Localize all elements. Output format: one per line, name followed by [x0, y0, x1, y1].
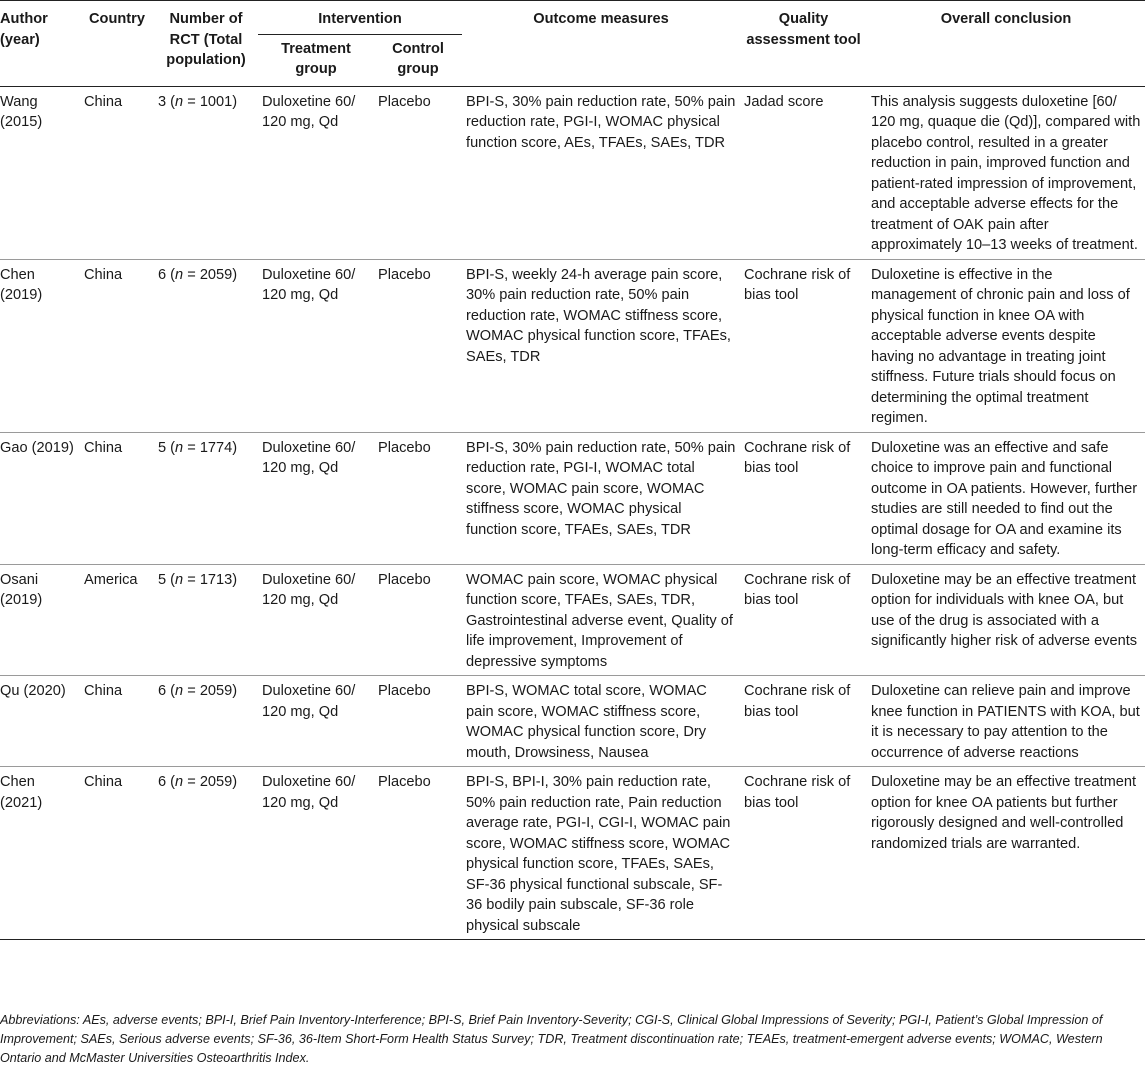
rct-n-symbol: n [175, 774, 184, 790]
cell-conclusion: Duloxetine may be an effective treatment option for knee OA patients but further rigorously designed and well-controlled randomized trials are warranted. [871, 774, 1137, 852]
table-header [0, 1, 1145, 87]
cell-control: Placebo [378, 774, 431, 790]
cell-conclusion: Duloxetine can relieve pain and improve knee function in PATIENTS with KOA, but it is necessary to pay attention to the occurrence of adverse reactions [871, 683, 1140, 761]
cell-outcome: BPI-S, weekly 24-h average pain score, 30% pain reduction rate, 50% pain reduction rate, WOMAC stiffness score, WOMAC physical function score, TFAEs, SAEs, TDR [466, 266, 731, 365]
cell-conclusion: This analysis suggests duloxetine [60/ 120 mg, quaque die (Qd)], compared with placebo control, resulted in a greater reduction in pain, improved function and patient-rated impression of improvement, and acceptable adverse effects for the treatment of OAK pain after approximately 10–13 weeks of treatment. [871, 93, 1141, 253]
cell-control: Placebo [378, 266, 431, 283]
cell-conclusion: Duloxetine is effective in the management of chronic pain and loss of physical function in knee OA with acceptable adverse events despite having no advantage in treating joint stiffness. Future trials should focus on determining the optimal treatment regimen. [871, 266, 1130, 426]
cell-conclusion: Duloxetine was an effective and safe choice to improve pain and functional outcome in OA patients. However, further studies are still needed to find out the optimal dosage for OA and examine its long-term efficacy and safety. [871, 439, 1138, 558]
cell-rct: 6 (n = 2059) [158, 774, 238, 790]
cell-control: Placebo [378, 439, 431, 456]
cell-tool: Cochrane risk of bias tool [744, 266, 851, 303]
cell-country: China [84, 93, 123, 110]
cell-rct: 3 (n = 1001) [158, 93, 238, 110]
cell-author: Qu (2020) [0, 683, 66, 699]
rct-count: 6 [158, 683, 167, 699]
header-rct: Number of RCT (Total population) [154, 1, 258, 87]
abbreviations-footnote: Abbreviations: AEs, adverse events; BPI-I, Brief Pain Inventory-Interference; BPI-S, Brief Pain Inventory-Severity; CGI-S, Clinical Global Impressions of Severity; PGI-I, Patient’s Global Impression of Improvement; SAEs, Serious adverse events; SF-36, 36-Item Short-Form Health Status Survey; TDR, Treatment discontinuation rate; TEAEs, treatment-emergent adverse events; WOMAC, Western Ontario and McMaster Universities Osteoarthritis Index. [0, 1013, 1103, 1065]
rct-total: 2059 [199, 266, 233, 283]
cell-treatment: Duloxetine 60/ 120 mg, Qd [262, 571, 356, 608]
rct-n-symbol: n [175, 93, 184, 110]
cell-treatment: Duloxetine 60/ 120 mg, Qd [262, 93, 356, 130]
rct-total: 2059 [199, 774, 233, 790]
rct-count: 6 [158, 266, 167, 283]
table-row [0, 86, 1145, 259]
cell-outcome: BPI-S, 30% pain reduction rate, 50% pain reduction rate, PGI-I, WOMAC total score, WOMAC pain score, WOMAC stiffness score, WOMAC physical function score, TFAEs, SAEs, TDR [466, 439, 736, 538]
cell-tool: Cochrane risk of bias tool [744, 571, 851, 608]
cell-author: Chen (2019) [0, 266, 43, 303]
cell-control: Placebo [378, 93, 431, 110]
cell-country: China [84, 774, 123, 790]
rct-n-symbol: n [175, 571, 184, 588]
cell-tool: Cochrane risk of bias tool [744, 774, 851, 811]
table-row [0, 259, 1145, 432]
header-country: Country [80, 1, 154, 87]
rct-total: 2059 [199, 683, 233, 699]
cell-rct: 5 (n = 1713) [158, 571, 238, 588]
header-author: Author (year) [0, 1, 80, 87]
header-conclusion: Overall conclusion [867, 1, 1145, 87]
table-row [0, 432, 1145, 564]
cell-country: China [84, 683, 123, 699]
rct-total: 1001 [199, 93, 233, 110]
cell-control: Placebo [378, 683, 431, 699]
cell-author: Wang (2015) [0, 93, 43, 130]
rct-count: 5 [158, 439, 167, 456]
table-row [0, 564, 1145, 676]
cell-outcome: BPI-S, BPI-I, 30% pain reduction rate, 50% pain reduction rate, Pain reduction average rate, PGI-I, CGI-I, WOMAC pain score, WOMAC stiffness score, WOMAC physical function score, TFAEs, SAEs, SF-36 physical functional subscale, SF-36 bodily pain subscale, SF-36 role physical subscale [466, 774, 731, 934]
cell-author: Osani (2019) [0, 571, 43, 608]
rct-total: 1774 [199, 439, 233, 456]
header-intervention: Intervention [258, 1, 462, 35]
cell-treatment: Duloxetine 60/ 120 mg, Qd [262, 439, 356, 476]
rct-count: 6 [158, 774, 167, 790]
rct-n-symbol: n [175, 683, 184, 699]
rct-n-symbol: n [175, 439, 184, 456]
cell-tool: Cochrane risk of bias tool [744, 683, 851, 720]
cell-conclusion: Duloxetine may be an effective treatment option for individuals with knee OA, but use of the drug is associated with a significantly higher risk of adverse events [871, 571, 1138, 649]
cell-treatment: Duloxetine 60/ 120 mg, Qd [262, 683, 356, 720]
table-body [0, 86, 1145, 940]
cell-treatment: Duloxetine 60/ 120 mg, Qd [262, 266, 356, 303]
table-row [0, 676, 1145, 767]
table-row [0, 767, 1145, 940]
cell-control: Placebo [378, 571, 431, 588]
cell-author: Gao (2019) [0, 439, 74, 456]
cell-country: America [84, 571, 138, 588]
cell-rct: 6 (n = 2059) [158, 266, 238, 283]
header-treatment: Treatment group [258, 34, 374, 86]
header-tool: Quality assessment tool [740, 1, 867, 87]
header-control: Control group [374, 34, 462, 86]
rct-count: 3 [158, 93, 167, 110]
cell-outcome: BPI-S, 30% pain reduction rate, 50% pain reduction rate, PGI-I, WOMAC physical function score, AEs, TFAEs, SAEs, TDR [466, 93, 736, 151]
cell-outcome: WOMAC pain score, WOMAC physical function score, TFAEs, SAEs, TDR, Gastrointestinal adverse event, Quality of life improvement, Improvement of depressive symptoms [466, 571, 733, 670]
cell-tool: Jadad score [744, 93, 824, 110]
cell-country: China [84, 266, 123, 283]
rct-count: 5 [158, 571, 167, 588]
cell-treatment: Duloxetine 60/ 120 mg, Qd [262, 774, 356, 811]
cell-author: Chen (2021) [0, 774, 43, 811]
cell-rct: 6 (n = 2059) [158, 683, 238, 699]
cell-country: China [84, 439, 123, 456]
header-outcome: Outcome measures [462, 1, 740, 87]
cell-outcome: BPI-S, WOMAC total score, WOMAC pain score, WOMAC stiffness score, WOMAC physical function score, Dry mouth, Drowsiness, Nausea [466, 683, 707, 761]
cell-rct: 5 (n = 1774) [158, 439, 238, 456]
rct-total: 1713 [199, 571, 233, 588]
rct-n-symbol: n [175, 266, 184, 283]
cell-tool: Cochrane risk of bias tool [744, 439, 851, 476]
